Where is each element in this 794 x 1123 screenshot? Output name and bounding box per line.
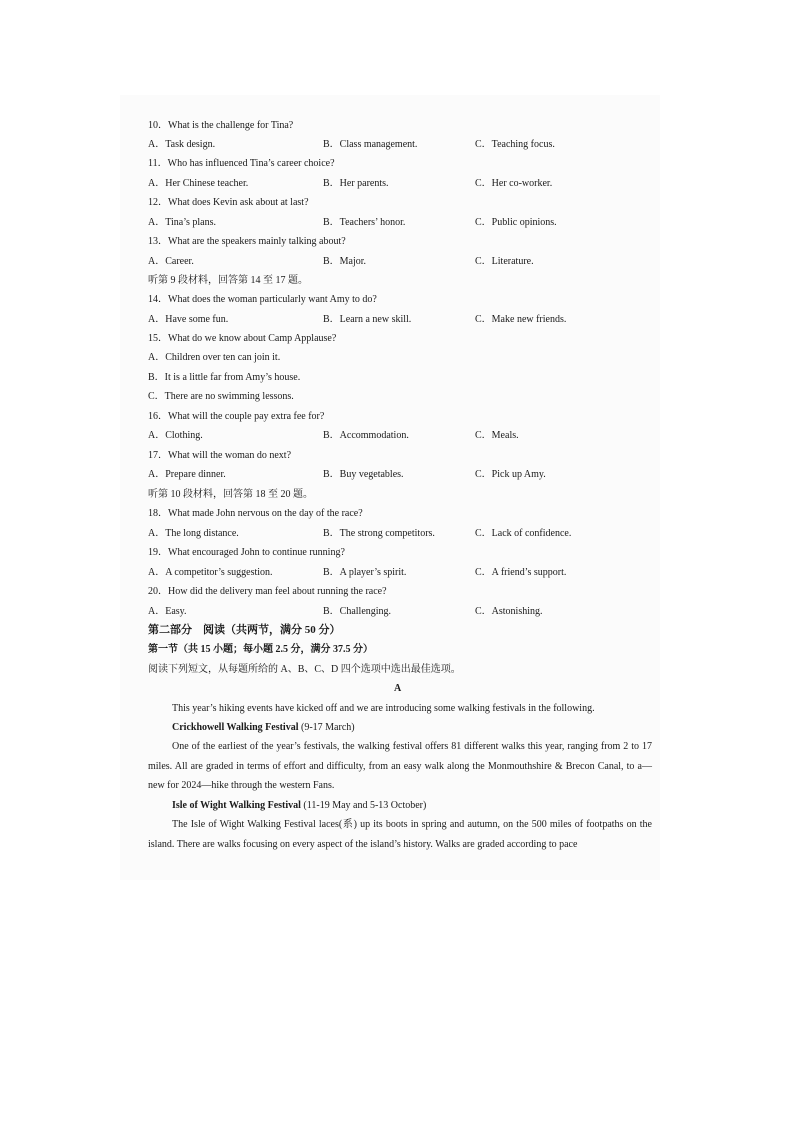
festival-1-text: One of the earliest of the year’s festivals, the walking festival offers 81 different walks this year, ranging from 2 to 17 miles. All are graded in terms of effort and difficulty, from an easy walk along the Monmouthshire & Brecon Canal, to a—new for 2024—hike through the western Fans. bbox=[148, 741, 652, 791]
q17-option-a: A．Prepare dinner. bbox=[148, 469, 226, 480]
question-13: 13．What are the speakers mainly talking about? bbox=[148, 236, 346, 247]
section-2-subtitle: 第一节（共 15 小题；每小题 2.5 分，满分 37.5 分） bbox=[148, 644, 373, 655]
q15-option-a: A．Children over ten can join it. bbox=[148, 352, 281, 363]
festival-2-text: The Isle of Wight Walking Festival laces(系) up its boots in spring and autumn, on the 500 miles of footpaths on the island. There are walks focusing on every aspect of the island’s history. Walks are graded according to pace bbox=[148, 819, 652, 850]
q18-option-b: B．The strong competitors. bbox=[323, 528, 435, 539]
q16-option-a: A．Clothing. bbox=[148, 430, 203, 441]
q10-option-c: C．Teaching focus. bbox=[475, 139, 555, 150]
section-2-instruction: 阅读下列短文，从每题所给的 A、B、C、D 四个选项中选出最佳选项。 bbox=[148, 664, 461, 675]
q13-option-b: B．Major. bbox=[323, 256, 367, 267]
q20-option-c: C．Astonishing. bbox=[475, 606, 543, 617]
q19-option-c: C．A friend’s support. bbox=[475, 567, 567, 578]
question-10: 10．What is the challenge for Tina? bbox=[148, 120, 294, 131]
passage-label: A bbox=[394, 683, 402, 694]
question-19: 19．What encouraged John to continue running? bbox=[148, 547, 345, 558]
question-17: 17．What will the woman do next? bbox=[148, 450, 292, 461]
q17-option-b: B．Buy vegetables. bbox=[323, 469, 404, 480]
q15-option-b: B．It is a little far from Amy’s house. bbox=[148, 372, 301, 383]
q12-option-a: A．Tina’s plans. bbox=[148, 217, 216, 228]
q18-option-c: C．Lack of confidence. bbox=[475, 528, 572, 539]
q11-option-b: B．Her parents. bbox=[323, 178, 389, 189]
question-11: 11．Who has influenced Tina’s career choice? bbox=[148, 158, 335, 169]
question-12: 12．What does Kevin ask about at last? bbox=[148, 197, 309, 208]
question-15: 15．What do we know about Camp Applause? bbox=[148, 333, 337, 344]
q16-option-c: C．Meals. bbox=[475, 430, 519, 441]
passage-intro: This year’s hiking events have kicked off and we are introducing some walking festivals in the following. bbox=[172, 703, 595, 714]
instruction-part-10: 听第 10 段材料，回答第 18 至 20 题。 bbox=[148, 489, 313, 500]
q19-option-a: A．A competitor’s suggestion. bbox=[148, 567, 273, 578]
q14-option-a: A．Have some fun. bbox=[148, 314, 229, 325]
festival-2-date: (11-19 May and 5-13 October) bbox=[300, 800, 427, 811]
q13-option-c: C．Literature. bbox=[475, 256, 534, 267]
q11-option-c: C．Her co-worker. bbox=[475, 178, 553, 189]
section-2-title: 第二部分 阅读（共两节，满分 50 分） bbox=[148, 624, 341, 636]
question-20: 20．How did the delivery man feel about running the race? bbox=[148, 586, 387, 597]
question-18: 18．What made John nervous on the day of the race? bbox=[148, 508, 363, 519]
instruction-part-9: 听第 9 段材料，回答第 14 至 17 题。 bbox=[148, 275, 308, 286]
q12-option-c: C．Public opinions. bbox=[475, 217, 557, 228]
q14-option-c: C．Make new friends. bbox=[475, 314, 567, 325]
question-16: 16．What will the couple pay extra fee for? bbox=[148, 411, 325, 422]
q20-option-b: B．Challenging. bbox=[323, 606, 392, 617]
q10-option-b: B．Class management. bbox=[323, 139, 418, 150]
festival-2-heading bbox=[172, 799, 426, 813]
q13-option-a: A．Career. bbox=[148, 256, 194, 267]
festival-1-heading bbox=[172, 721, 355, 735]
q20-option-a: A．Easy. bbox=[148, 606, 187, 617]
q19-option-b: B．A player’s spirit. bbox=[323, 567, 407, 578]
q11-option-a: A．Her Chinese teacher. bbox=[148, 178, 249, 189]
q17-option-c: C．Pick up Amy. bbox=[475, 469, 546, 480]
q10-option-a: A．Task design. bbox=[148, 139, 216, 150]
q14-option-b: B．Learn a new skill. bbox=[323, 314, 412, 325]
question-14: 14．What does the woman particularly want Amy to do? bbox=[148, 294, 377, 305]
q18-option-a: A．The long distance. bbox=[148, 528, 239, 539]
q12-option-b: B．Teachers’ honor. bbox=[323, 217, 406, 228]
q15-option-c: C．There are no swimming lessons. bbox=[148, 391, 294, 402]
festival-2-name: Isle of Wight Walking Festival bbox=[172, 800, 301, 811]
q16-option-b: B．Accommodation. bbox=[323, 430, 409, 441]
festival-1-name: Crickhowell Walking Festival bbox=[172, 722, 299, 733]
festival-1-date: (9-17 March) bbox=[298, 722, 355, 733]
